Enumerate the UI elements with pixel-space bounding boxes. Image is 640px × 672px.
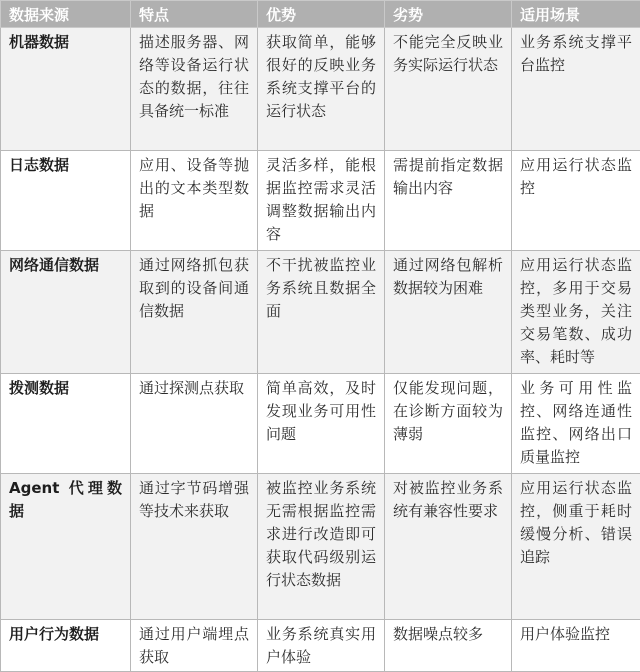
cell-disadvantage: 对被监控业务系统有兼容性要求 — [385, 474, 512, 620]
table-row — [1, 374, 640, 474]
cell-scenario: 业务可用性监控、网络连通性监控、网络出口质量监控 — [512, 374, 640, 474]
cell-disadvantage: 数据噪点较多 — [385, 620, 512, 672]
header-scenario: 适用场景 — [512, 1, 640, 28]
table-row — [1, 151, 640, 251]
cell-advantage: 不干扰被监控业务系统且数据全面 — [258, 251, 385, 374]
cell-advantage: 灵活多样，能根据监控需求灵活调整数据输出内容 — [258, 151, 385, 251]
cell-scenario: 业务系统支撑平台监控 — [512, 28, 640, 151]
table-row — [1, 474, 640, 620]
cell-advantage: 业务系统真实用户体验 — [258, 620, 385, 672]
header-row — [1, 1, 640, 28]
cell-source: 用户行为数据 — [1, 620, 131, 672]
cell-source: 日志数据 — [1, 151, 131, 251]
cell-scenario: 用户体验监控 — [512, 620, 640, 672]
cell-advantage: 获取简单，能够很好的反映业务系统支撑平台的运行状态 — [258, 28, 385, 151]
header-feature: 特点 — [131, 1, 258, 28]
cell-source: 网络通信数据 — [1, 251, 131, 374]
table-row — [1, 28, 640, 151]
header-source: 数据来源 — [1, 1, 131, 28]
cell-disadvantage: 不能完全反映业务实际运行状态 — [385, 28, 512, 151]
cell-feature: 通过用户端埋点获取 — [131, 620, 258, 672]
cell-scenario: 应用运行状态监控，侧重于耗时缓慢分析、错误追踪 — [512, 474, 640, 620]
table-row — [1, 251, 640, 374]
cell-feature: 通过网络抓包获取到的设备间通信数据 — [131, 251, 258, 374]
cell-scenario: 应用运行状态监控 — [512, 151, 640, 251]
cell-disadvantage: 仅能发现问题，在诊断方面较为薄弱 — [385, 374, 512, 474]
cell-feature: 应用、设备等抛出的文本类型数据 — [131, 151, 258, 251]
cell-feature: 通过探测点获取 — [131, 374, 258, 474]
cell-feature: 通过字节码增强等技术来获取 — [131, 474, 258, 620]
cell-source: Agent 代理数据 — [1, 474, 131, 620]
cell-source: 机器数据 — [1, 28, 131, 151]
cell-advantage: 简单高效，及时发现业务可用性问题 — [258, 374, 385, 474]
cell-disadvantage: 通过网络包解析数据较为困难 — [385, 251, 512, 374]
cell-scenario: 应用运行状态监控，多用于交易类型业务，关注交易笔数、成功率、耗时等 — [512, 251, 640, 374]
header-advantage: 优势 — [258, 1, 385, 28]
cell-disadvantage: 需提前指定数据输出内容 — [385, 151, 512, 251]
cell-advantage: 被监控业务系统无需根据监控需求进行改造即可获取代码级别运行状态数据 — [258, 474, 385, 620]
cell-source: 拨测数据 — [1, 374, 131, 474]
cell-feature: 描述服务器、网络等设备运行状态的数据，往往具备统一标准 — [131, 28, 258, 151]
header-disadvantage: 劣势 — [385, 1, 512, 28]
table-row — [1, 620, 640, 672]
